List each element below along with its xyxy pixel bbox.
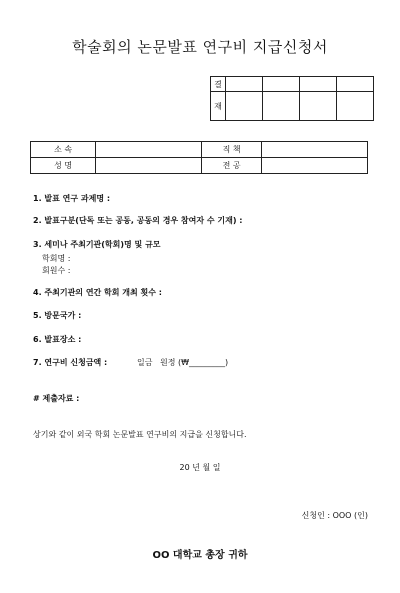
approval-header-cell: [337, 77, 374, 92]
approval-label-top: 결: [211, 77, 226, 92]
application-statement: 상기와 같이 외국 학회 논문발표 연구비의 지급을 신청합니다.: [33, 430, 247, 439]
item-annual-meetings: 4. 주최기관의 연간 학회 개최 횟수 :: [33, 288, 162, 297]
item-venue: 6. 발표장소 :: [33, 335, 82, 344]
approval-box: [210, 76, 374, 121]
approval-label-bottom: 재: [211, 92, 226, 121]
position-field[interactable]: [262, 142, 368, 158]
approval-header-cell: [300, 77, 337, 92]
approval-sign-cell[interactable]: [263, 92, 300, 121]
amount-won-field[interactable]: 원정 (₩_________): [160, 358, 229, 367]
name-label: 성 명: [31, 158, 96, 174]
amount-korean-field[interactable]: 일금: [137, 358, 153, 367]
approval-sign-cell[interactable]: [337, 92, 374, 121]
item-attachments: # 제출자료 :: [33, 394, 80, 403]
approval-header-cell: [263, 77, 300, 92]
item-society-name: 학회명 :: [42, 254, 71, 263]
item-member-count: 회원수 :: [42, 266, 71, 275]
item-requested-amount: 7. 연구비 신청금액 :: [33, 358, 108, 367]
affiliation-field[interactable]: [96, 142, 202, 158]
major-field[interactable]: [262, 158, 368, 174]
approval-header-cell: [226, 77, 263, 92]
application-date[interactable]: 20 년 월 일: [179, 463, 221, 472]
item-research-title: 1. 발표 연구 과제명 :: [33, 194, 111, 203]
approval-sign-cell[interactable]: [300, 92, 337, 121]
document-title: 학술회의 논문발표 연구비 지급신청서: [72, 38, 328, 56]
item-host-organization: 3. 세미나 주최기관(학회)명 및 규모: [33, 240, 161, 249]
applicant-signature[interactable]: 신청인 : OOO (인): [301, 511, 368, 520]
affiliation-label: 소 속: [31, 142, 96, 158]
approval-sign-cell[interactable]: [226, 92, 263, 121]
position-label: 직 책: [201, 142, 261, 158]
applicant-info-table: [30, 141, 368, 174]
name-field[interactable]: [96, 158, 202, 174]
major-label: 전 공: [201, 158, 261, 174]
item-country: 5. 방문국가 :: [33, 311, 82, 320]
item-presentation-type: 2. 발표구분(단독 또는 공동, 공동의 경우 참여자 수 기재) :: [33, 216, 243, 225]
recipient-line: OO 대학교 총장 귀하: [152, 550, 248, 561]
